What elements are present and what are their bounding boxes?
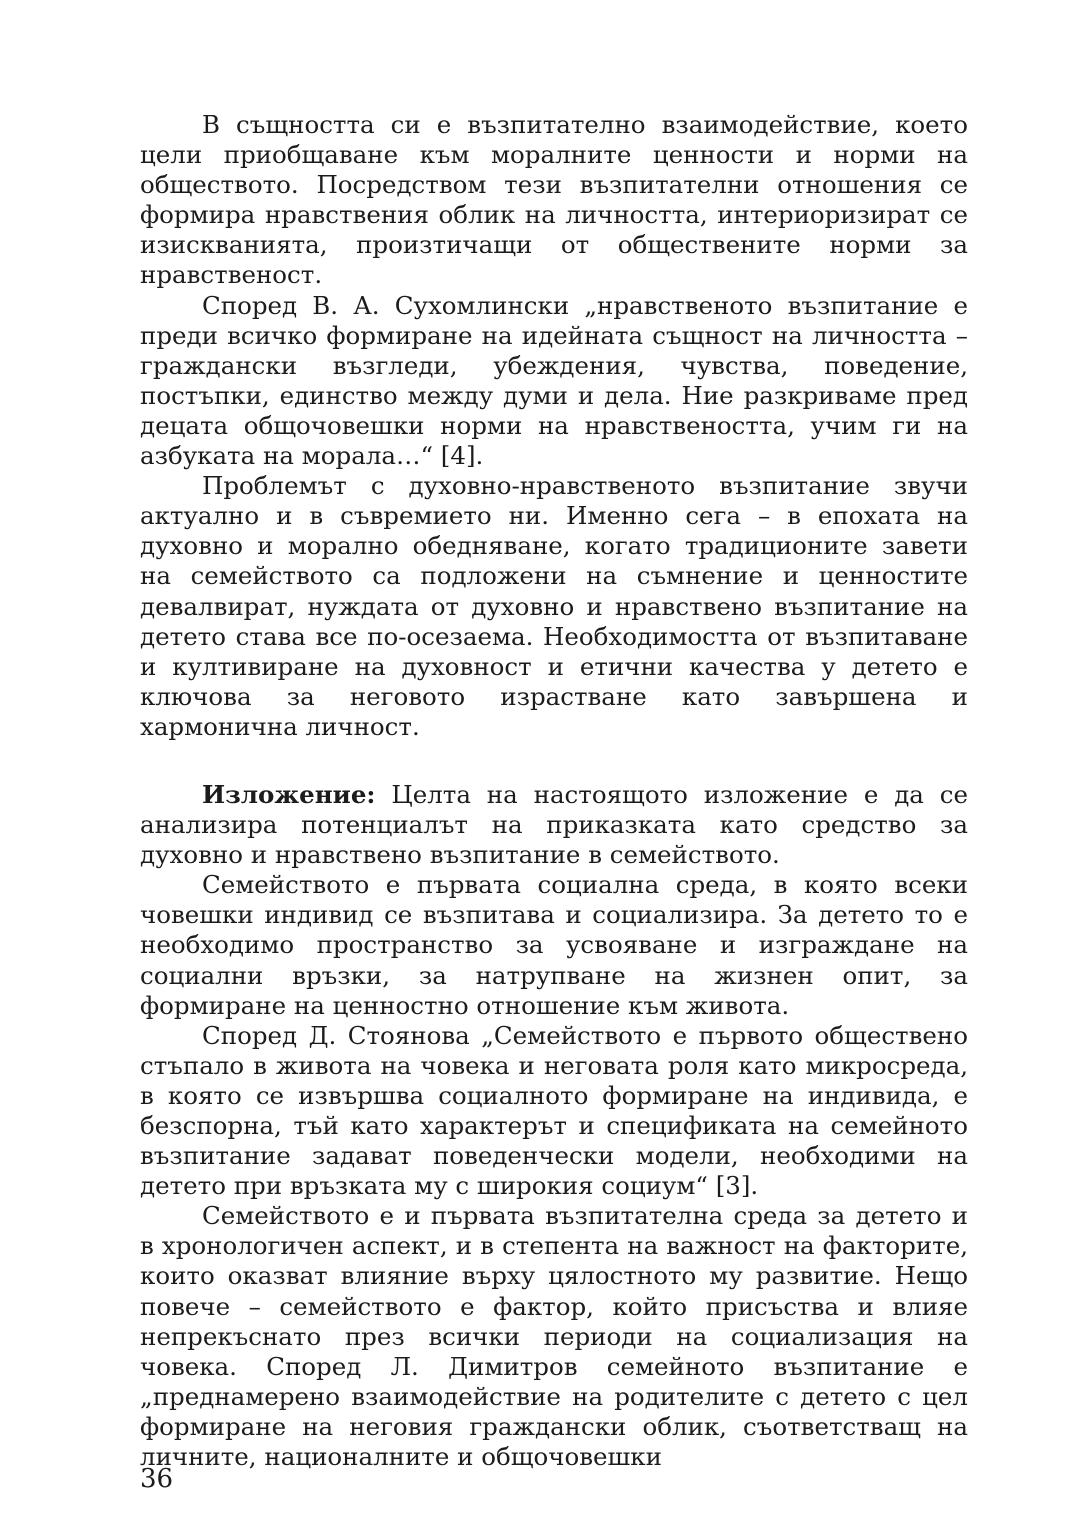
exposition-text: Целта на настоящото изложение е да се анализира потенциалът на приказката като средство за духовно и нравствено възпитание в семейството. — [140, 779, 968, 870]
paragraph-stoyanova-quote: Според Д. Стоянова „Семейството е първото обществено стъпало в живота на човека и неговата роля като микросреда, в която се извършва социалното формиране на индивида, е безспорна, тъй като характерът и спецификата на семейното възпитание задават поведенчески модели, необходими на детето при връзката му с широкия социум“ [3]. — [140, 1020, 968, 1201]
paragraph-sukhomlinsky-quote: Според В. А. Сухомлински „нравственото възпитание е преди всичко формиране на идейната същност на личността – граждански възгледи, убеждения, чувства, поведение, постъпки, единство между думи и дела. Ние разкриваме пред децата общочовешки норми на нравствеността, учим ги на азбуката на морала…“ [4]. — [140, 290, 968, 471]
paragraph-exposition — [140, 780, 968, 870]
exposition-lead: Изложение: — [202, 779, 376, 809]
section-gap — [140, 742, 968, 780]
paragraph-family-educational: Семейството е и първата възпитателна среда за детето и в хронологичен аспект, и в степента на важност на факторите, които оказват влияние върху цялостното му развитие. Нещо повече – семейството е фактор, който присъства и влияе непрекъснато през всички периоди на социализация на човека. Според Л. Димитров семейното възпитание е „преднамерено взаимодействие на родителите с детето с цел формиране на неговия граждански облик, съответстващ на личните, националните и общочовешки — [140, 1201, 968, 1472]
paragraph-essence: В същността си е възпитателно взаимодействие, което цели приобщаване към моралните ценности и норми на обществото. Посредством тези възпитателни отношения се формира нравствения облик на личността, интериоризират се изискванията, произтичащи от обществените норми за нравственост. — [140, 110, 968, 290]
page-body — [140, 110, 968, 1472]
paragraph-family-social: Семейството е първата социална среда, в която всеки човешки индивид се възпитава и социализира. За детето то е необходимо пространство за усвояване и изграждане на социални връзки, за натрупване на жизнен опит, за формиране на ценностно отношение към живота. — [140, 870, 968, 1020]
paragraph-problem: Проблемът с духовно-нравственото възпитание звучи актуално и в съвремието ни. Именно сега – в епохата на духовно и морално обедняване, когато традиционите завети на семейството са подложени на съмнение и ценностите девалвират, нуждата от духовно и нравствено възпитание на детето става все по-осезаема. Необходимостта от възпитаване и култивиране на духовност и етични качества у детето е ключова за неговото израстване като завършена и хармонична личност. — [140, 471, 968, 741]
page-number: 36 — [140, 1464, 174, 1494]
